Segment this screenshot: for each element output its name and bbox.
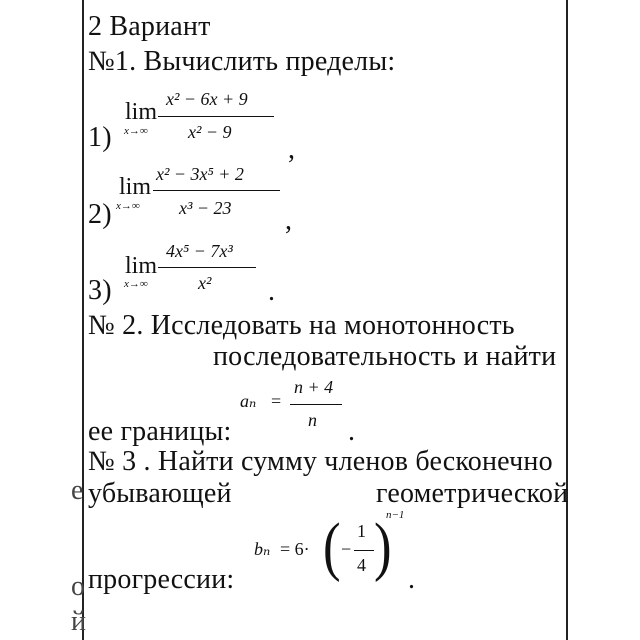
task3-denominator: 4 xyxy=(357,555,366,575)
task3-formula-trailing: . xyxy=(408,564,416,595)
task1-item1-trailing: , xyxy=(288,134,296,165)
task1-item3-bar xyxy=(158,267,256,268)
task3-line2-left: убывающей xyxy=(88,478,232,509)
task3-minus: − xyxy=(341,539,352,559)
task1-item2-denominator: x³ − 23 xyxy=(179,198,232,218)
task2-heading: № 2. Исследовать на монотонность xyxy=(88,310,515,341)
task1-heading: №1. Вычислить пределы: xyxy=(88,46,396,77)
task1-item3-numerator: 4x⁵ − 7x³ xyxy=(166,241,233,261)
left-margin-fragment-3: й xyxy=(71,606,86,637)
task2-formula-equals: = xyxy=(271,391,282,411)
task2-formula-trailing: . xyxy=(348,416,356,447)
task3-exponent: n−1 xyxy=(386,509,405,521)
task2-fraction-bar xyxy=(290,404,342,405)
task1-item3-lim-sub: x→∞ xyxy=(124,278,148,290)
task3-formula-lhs: bₙ xyxy=(254,539,271,559)
task1-item1-numerator: x² − 6x + 9 xyxy=(166,89,248,109)
left-margin-fragment-2: о xyxy=(71,571,85,602)
task1-item1-lim: lim xyxy=(125,99,158,125)
variant-title: 2 Вариант xyxy=(88,11,211,42)
task1-item3-fraction xyxy=(158,236,256,298)
task1-item2-bar xyxy=(153,190,280,191)
task2-line2: последовательность и найти xyxy=(213,341,557,372)
task1-item2-lim-sub: x→∞ xyxy=(116,200,140,212)
left-margin-fragment-1: е xyxy=(71,475,84,506)
task3-fraction xyxy=(354,520,374,578)
task1-item1-number: 1) xyxy=(88,122,112,153)
task2-fraction xyxy=(290,376,342,434)
task3-numerator: 1 xyxy=(357,521,366,541)
task1-item1-denominator: x² − 9 xyxy=(188,122,232,142)
task3-right-paren: ) xyxy=(374,510,392,583)
task1-item2-fraction xyxy=(153,159,280,223)
task3-fraction-bar xyxy=(354,550,374,551)
task1-item2-number: 2) xyxy=(88,199,112,230)
task3-line3: прогрессии: xyxy=(88,564,235,595)
task2-formula-lhs: aₙ xyxy=(240,391,257,411)
right-border-line xyxy=(566,0,568,640)
task3-heading: № 3 . Найти сумму членов бесконечно xyxy=(88,446,553,477)
task1-item2-trailing: , xyxy=(285,205,293,236)
task3-left-paren: ( xyxy=(323,510,341,583)
task2-numerator: n + 4 xyxy=(294,377,334,397)
task3-line2-right: геометрической xyxy=(376,478,569,509)
left-border-line xyxy=(82,0,84,640)
task2-line3: ее границы: xyxy=(88,416,232,447)
task1-item1-fraction xyxy=(158,86,274,148)
task1-item2-numerator: x² − 3x⁵ + 2 xyxy=(156,164,244,184)
task1-item1-bar xyxy=(158,116,274,117)
task1-item3-number: 3) xyxy=(88,275,112,306)
task3-formula-equals: = 6· xyxy=(280,539,310,559)
task1-item3-trailing: . xyxy=(268,276,276,307)
task1-item1-lim-sub: x→∞ xyxy=(124,125,148,137)
task1-item2-lim: lim xyxy=(119,174,152,200)
task2-denominator: n xyxy=(308,410,317,430)
task1-item3-denominator: x² xyxy=(198,273,212,293)
task1-item3-lim: lim xyxy=(125,253,158,279)
